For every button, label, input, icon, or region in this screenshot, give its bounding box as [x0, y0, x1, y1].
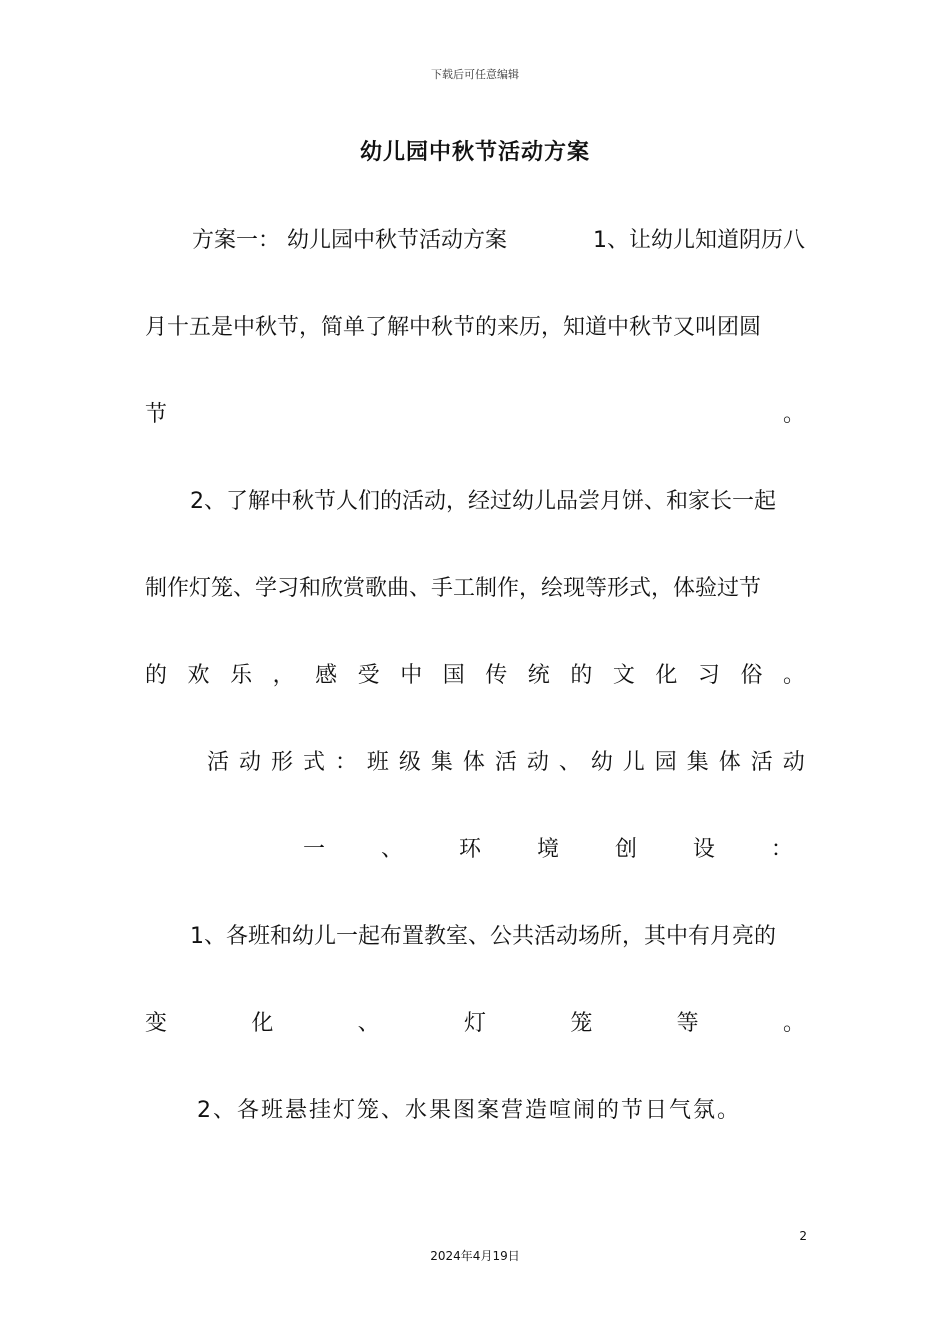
- p2-line-3: [145, 661, 805, 691]
- activity-form-char: 动: [526, 750, 549, 775]
- p3-line-1: 1、各班和幼儿一起布置教室、公共活动场所，其中有月亮的: [190, 924, 776, 949]
- p1-line-3-left: 节: [145, 402, 168, 427]
- p3-line-2-char: 、: [357, 1011, 380, 1036]
- p2-line-2: 制作灯笼、学习和欣赏歌曲、手工制作，绘现等形式，体验过节: [145, 576, 762, 601]
- p3-line-2-char: 变: [145, 1011, 168, 1036]
- p3-line-2-char: 等: [676, 1011, 699, 1036]
- section-heading-char: 创: [614, 837, 637, 862]
- p2-line-3-char: 的: [145, 663, 168, 688]
- header-note: 下载后可任意编辑: [431, 68, 519, 81]
- activity-form-char: 活: [750, 750, 773, 775]
- p3-line-2-char: 灯: [463, 1011, 486, 1036]
- activity-form-char: 集: [430, 750, 453, 775]
- p3-line-2-char: 化: [251, 1011, 274, 1036]
- section-heading-char: 、: [380, 837, 403, 862]
- p2-line-3-char: 国: [442, 663, 465, 688]
- p2-line-3-char: 感: [315, 663, 338, 688]
- p2-line-3-char: ，: [272, 663, 295, 688]
- p2-line-3-char: 。: [782, 663, 805, 688]
- p1-line-2: 月十五是中秋节，简单了解中秋节的来历，知道中秋节又叫团圆: [145, 315, 762, 340]
- section-heading-char: 设: [692, 837, 715, 862]
- activity-form-char: 动: [238, 750, 261, 775]
- p2-line-3-char: 中: [400, 663, 423, 688]
- p1-line-3-right: 。: [782, 402, 805, 427]
- p2-line-3-char: 统: [527, 663, 550, 688]
- activity-form-char: 体: [718, 750, 741, 775]
- p2-line-3-char: 俗: [740, 663, 763, 688]
- p2-line-3-char: 化: [655, 663, 678, 688]
- activity-form-char: ：: [334, 750, 357, 775]
- p3-line-2-char: 笼: [570, 1011, 593, 1036]
- activity-form-char: 班: [366, 750, 389, 775]
- p2-line-3-char: 的: [570, 663, 593, 688]
- p3-line-2-char: 。: [782, 1011, 805, 1036]
- activity-form-char: 集: [686, 750, 709, 775]
- activity-form-char: 式: [302, 750, 325, 775]
- p2-line-3-char: 乐: [230, 663, 253, 688]
- activity-form-char: 活: [207, 750, 230, 775]
- p2-line-3-char: 文: [612, 663, 635, 688]
- footer-date: 2024年4月19日: [430, 1249, 520, 1263]
- p2-line-3-char: 传: [485, 663, 508, 688]
- p1-line-1-right: 1、让幼儿知道阴历八: [593, 228, 805, 253]
- activity-form-char: 体: [462, 750, 485, 775]
- activity-form-line: [207, 748, 805, 778]
- activity-form-char: 动: [782, 750, 805, 775]
- activity-form-char: 幼: [590, 750, 613, 775]
- section-heading-char: 一: [303, 837, 326, 862]
- activity-form-char: 活: [494, 750, 517, 775]
- p2-line-1: 2、了解中秋节人们的活动，经过幼儿品尝月饼、和家长一起: [190, 489, 776, 514]
- section-heading-environment: [303, 835, 793, 865]
- activity-form-char: 形: [270, 750, 293, 775]
- activity-form-char: 、: [558, 750, 581, 775]
- activity-form-char: 儿: [622, 750, 645, 775]
- section-heading-char: 环: [458, 837, 481, 862]
- page-number: 2: [799, 1229, 807, 1243]
- p2-line-3-char: 欢: [187, 663, 210, 688]
- activity-form-char: 园: [654, 750, 677, 775]
- activity-form-char: 级: [398, 750, 421, 775]
- document-title: 幼儿园中秋节活动方案: [359, 140, 590, 165]
- p1-line-1-left: 方案一： 幼儿园中秋节活动方案: [192, 228, 507, 253]
- p3-line-2: [145, 1009, 805, 1039]
- p2-line-3-char: 受: [357, 663, 380, 688]
- section-heading-char: 境: [536, 837, 559, 862]
- section-heading-char: ：: [770, 837, 793, 862]
- p2-line-3-char: 习: [697, 663, 720, 688]
- p4-line-1: 2、各班悬挂灯笼、水果图案营造喧闹的节日气氛。: [197, 1098, 741, 1123]
